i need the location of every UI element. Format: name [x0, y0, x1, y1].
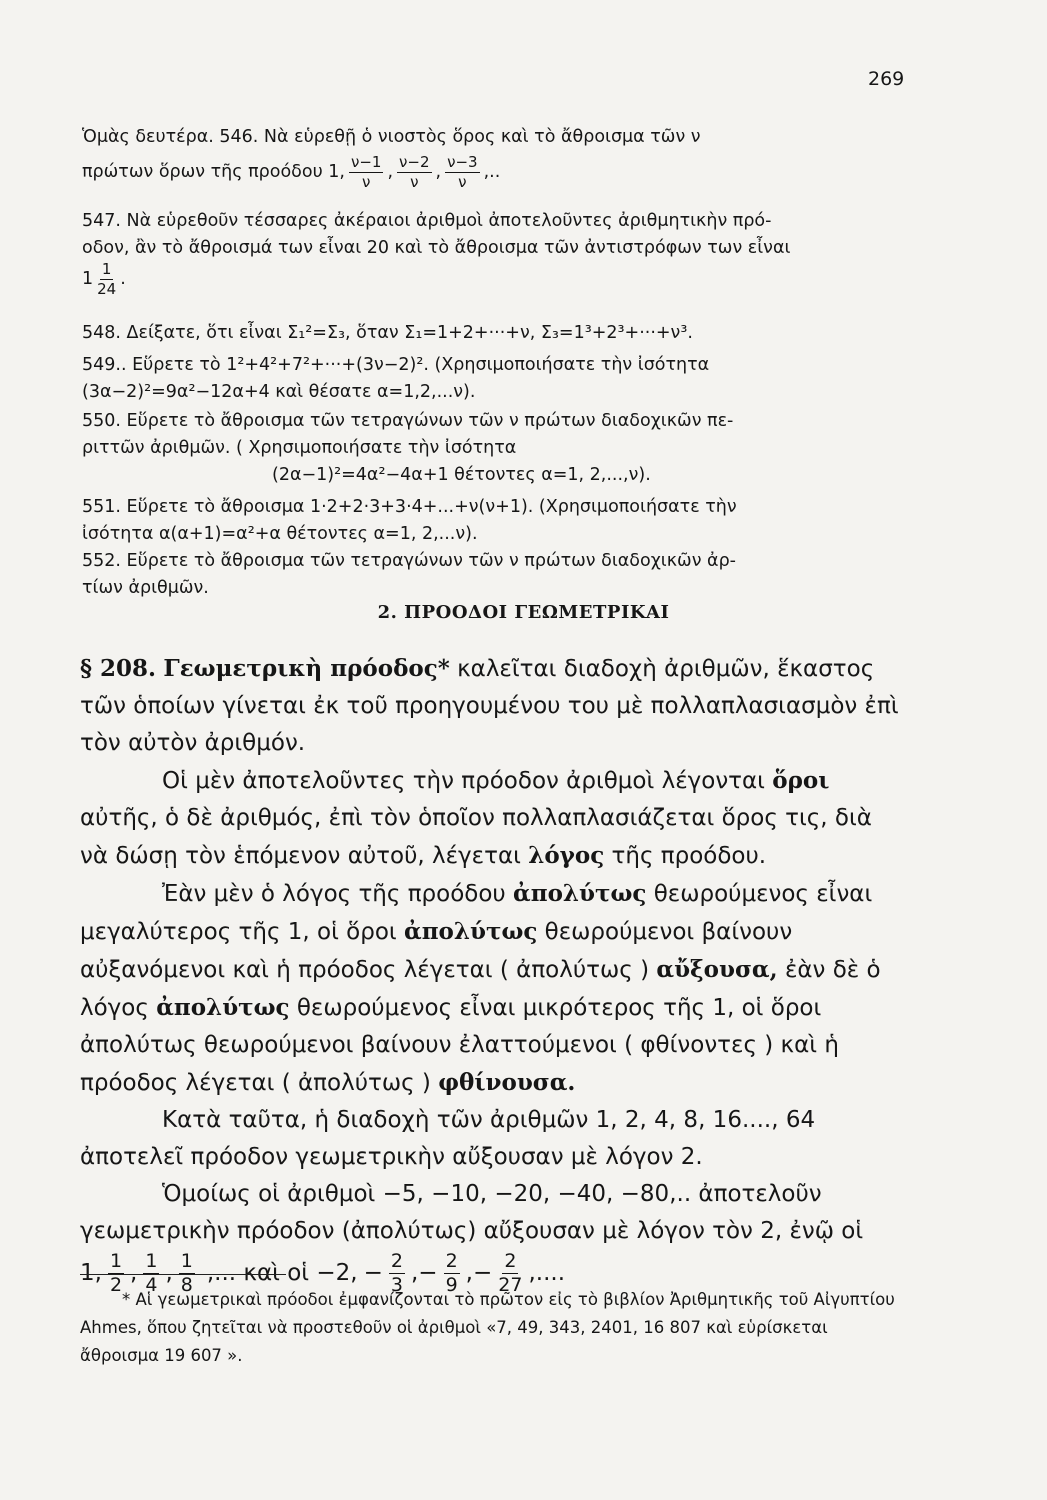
exercise-550-line3: (2α−1)²=4α²−4α+1 θέτοντες α=1, 2,...,ν).: [272, 465, 651, 485]
exercise-548: [82, 320, 910, 347]
page-number: 269: [868, 68, 905, 90]
paragraph-example-2: Ὁμοίως οἱ ἀριθμοὶ −5, −10, −20, −40, −80,.. ἀποτελοῦν γεωμετρικὴν πρόοδον (ἀπολύτως) αὔξουσαν μὲ λόγον τὸν 2, ἐνῷ οἱ: [80, 1181, 864, 1244]
fraction: $\frac{\nu-3}{\nu}$: [447, 153, 478, 191]
exercise-546: [82, 124, 910, 190]
exercise-549-line1: 549.. Εὕρετε τὸ 1²+4²+7²+···+(3ν−2)². (Χρησιμοποιήσατε τὴν ἰσότητα: [82, 355, 710, 375]
definition-text: καλεῖται διαδοχὴ ἀριθμῶν, ἕκαστος τῶν ὁποίων γίνεται ἐκ τοῦ προηγουμένου του μὲ πολλαπλασιασμὸν ἐπὶ τὸν αὐτὸν ἀριθμόν.: [80, 656, 899, 756]
paragraph-example-1: Κατὰ ταῦτα, ἡ διαδοχὴ τῶν ἀριθμῶν 1, 2, 4, 8, 16...., 64 ἀποτελεῖ πρόοδον γεωμετρικὴν αὔξουσαν μὲ λόγον 2.: [80, 1107, 816, 1170]
fraction: $\frac{1}{8}$: [180, 1250, 193, 1296]
exercise-546-prefix: πρώτων ὅρων τῆς προόδου 1,: [82, 162, 345, 182]
sequence-middle: ,... καὶ οἱ −2,: [206, 1260, 358, 1286]
exercise-551-line2: ἰσότητα α(α+1)=α²+α θέτοντες α=1, 2,...ν).: [82, 524, 478, 544]
fraction: $\frac{2}{3}$: [390, 1250, 403, 1296]
paragraph-definition: [80, 650, 906, 762]
main-body: [80, 650, 906, 1295]
exercise-552-line1: 552. Εὕρετε τὸ ἄθροισμα τῶν τετραγώνων τῶν ν πρώτων διαδοχικῶν ἀρ-: [82, 551, 736, 571]
section-number: § 208.: [80, 655, 157, 682]
fraction: $\frac{\nu-2}{\nu}$: [399, 153, 430, 191]
bold-term: ὅροι: [772, 767, 830, 794]
exercise-547-end: .: [120, 269, 126, 289]
exercise-552: [82, 548, 910, 602]
exercise-550-line2: ριττῶν ἀριθμῶν. ( Χρησιμοποιήσατε τὴν ἰσότητα: [82, 438, 517, 458]
section-heading: 2. ΠΡΟΟΔΟΙ ΓΕΩΜΕΤΡΙΚΑΙ: [377, 602, 670, 623]
footnote: [80, 1286, 904, 1370]
exercise-549-line2: (3α−2)²=9α²−12α+4 καὶ θέσατε α=1,2,...ν).: [82, 382, 476, 402]
fraction: $\frac{\nu-1}{\nu}$: [350, 153, 382, 191]
bold-term: ἀπολύτως: [404, 918, 538, 945]
exercise-547-line2: οδον, ἂν τὸ ἄθροισμά των εἶναι 20 καὶ τὸ ἄθροισμα τῶν ἀντιστρόφων των εἶναι: [82, 238, 791, 258]
paragraph-terms: Οἱ μὲν ἀποτελοῦντες τὴν πρόοδον ἀριθμοὶ λέγονται ὅροι αὐτῆς, ὁ δὲ ἀριθμός, ἐπὶ τὸν ὁποῖον πολλαπλασιάζεται ὅρος τις, διὰ νὰ δώσῃ τὸν ἑπόμενον αὐτοῦ, λέγεται λόγος τῆς προόδου.: [80, 767, 872, 869]
exercise-546-line1: Ὁμὰς δευτέρα. 546. Νὰ εὑρεθῇ ὁ νιοστὸς ὅρος καὶ τὸ ἄθροισμα τῶν ν: [82, 127, 701, 147]
fraction: $\frac{2}{27}$: [498, 1250, 523, 1296]
fraction: $\frac{1}{2}$: [109, 1250, 123, 1296]
fraction: $\frac{2}{9}$: [445, 1250, 458, 1296]
exercise-547: [82, 208, 910, 297]
paragraph-ratio: Ἐὰν μὲν ὁ λόγος τῆς προόδου ἀπολύτως θεωρούμενος εἶναι μεγαλύτερος τῆς 1, οἱ ὅροι ἀπολύτως θεωρούμενοι βαίνουν αὐξανόμενοι καὶ ἡ πρόοδος λέγεται ( ἀπολύτως ) αὔξουσα, ἐὰν δὲ ὁ λόγος ἀπολύτως θεωρούμενος εἶναι μικρότερος τῆς 1, οἱ ὅροι ἀπολύτως θεωρούμενοι βαίνουν ἐλαττούμενοι ( φθίνοντες ) καὶ ἡ πρόοδος λέγεται ( ἀπολύτως ) φθίνουσα.: [80, 880, 881, 1096]
bold-term: ἀπολύτως: [513, 880, 647, 907]
bold-term: φθίνουσα.: [438, 1069, 576, 1096]
exercise-551-line1: 551. Εὕρετε τὸ ἄθροισμα 1·2+2·3+3·4+...+ν(ν+1). (Χρησιμοποιήσατε τὴν: [82, 497, 737, 517]
footnote-divider: [80, 1274, 286, 1275]
exercise-547-line1: 547. Νὰ εὑρεθοῦν τέσσαρες ἀκέραιοι ἀριθμοὶ ἀποτελοῦντες ἀριθμητικὴν πρό-: [82, 211, 772, 231]
bold-term: ἀπολύτως: [156, 994, 290, 1021]
fraction-sequence-line: 1, $\frac{1}{2}$ , $\frac{1}{4}$ , $\frac{1}{8}$ ,... καὶ οἱ −2, − $\frac{2}{3}$ , − $\frac{2}{9}$ , − $\frac{2}{27}$ ,....: [80, 1250, 566, 1296]
exercise-552-line2: τίων ἀριθμῶν.: [82, 578, 209, 598]
mixed-number-whole: 1: [82, 269, 94, 289]
sequence-tail: ,....: [528, 1260, 566, 1286]
fraction: $\frac{1}{24}$: [97, 260, 117, 298]
sequence-start: 1,: [80, 1260, 102, 1286]
defined-term: Γεωμετρικὴ πρόοδος*: [163, 655, 450, 682]
exercise-547-line3: [82, 262, 910, 297]
footnote-text: * Αἱ γεωμετρικαὶ πρόοδοι ἐμφανίζονται τὸ πρῶτον εἰς τὸ βιβλίον Ἀριθμητικῆς τοῦ Αἰγυπτίου Ahmes, ὅπου ζητεῖται νὰ προστεθοῦν οἱ ἀριθμοὶ «7, 49, 343, 2401, 16 807 καὶ εὑρίσκεται ἄθροισμα 19 607 ».: [80, 1290, 895, 1365]
exercise-548-text: 548. Δείξατε, ὅτι εἶναι Σ₁²=Σ₃, ὅταν Σ₁=1+2+···+ν, Σ₃=1³+2³+···+ν³.: [82, 323, 693, 343]
exercise-550-line1: 550. Εὕρετε τὸ ἄθροισμα τῶν τετραγώνων τῶν ν πρώτων διαδοχικῶν πε-: [82, 411, 734, 431]
fraction: $\frac{1}{4}$: [145, 1250, 158, 1296]
exercise-549: [82, 352, 910, 406]
exercise-546-line2: πρώτων ὅρων τῆς προόδου 1, $\frac{\nu-1}{\nu}$ , $\frac{\nu-2}{\nu}$ , $\frac{\nu-3}{\nu}$ ,..: [82, 153, 501, 191]
exercise-551: [82, 494, 910, 548]
bold-term: λόγος: [528, 842, 605, 869]
bold-term: αὔξουσα,: [656, 956, 778, 983]
exercise-546-tail: ,..: [483, 162, 501, 182]
exercise-550: [82, 408, 910, 489]
